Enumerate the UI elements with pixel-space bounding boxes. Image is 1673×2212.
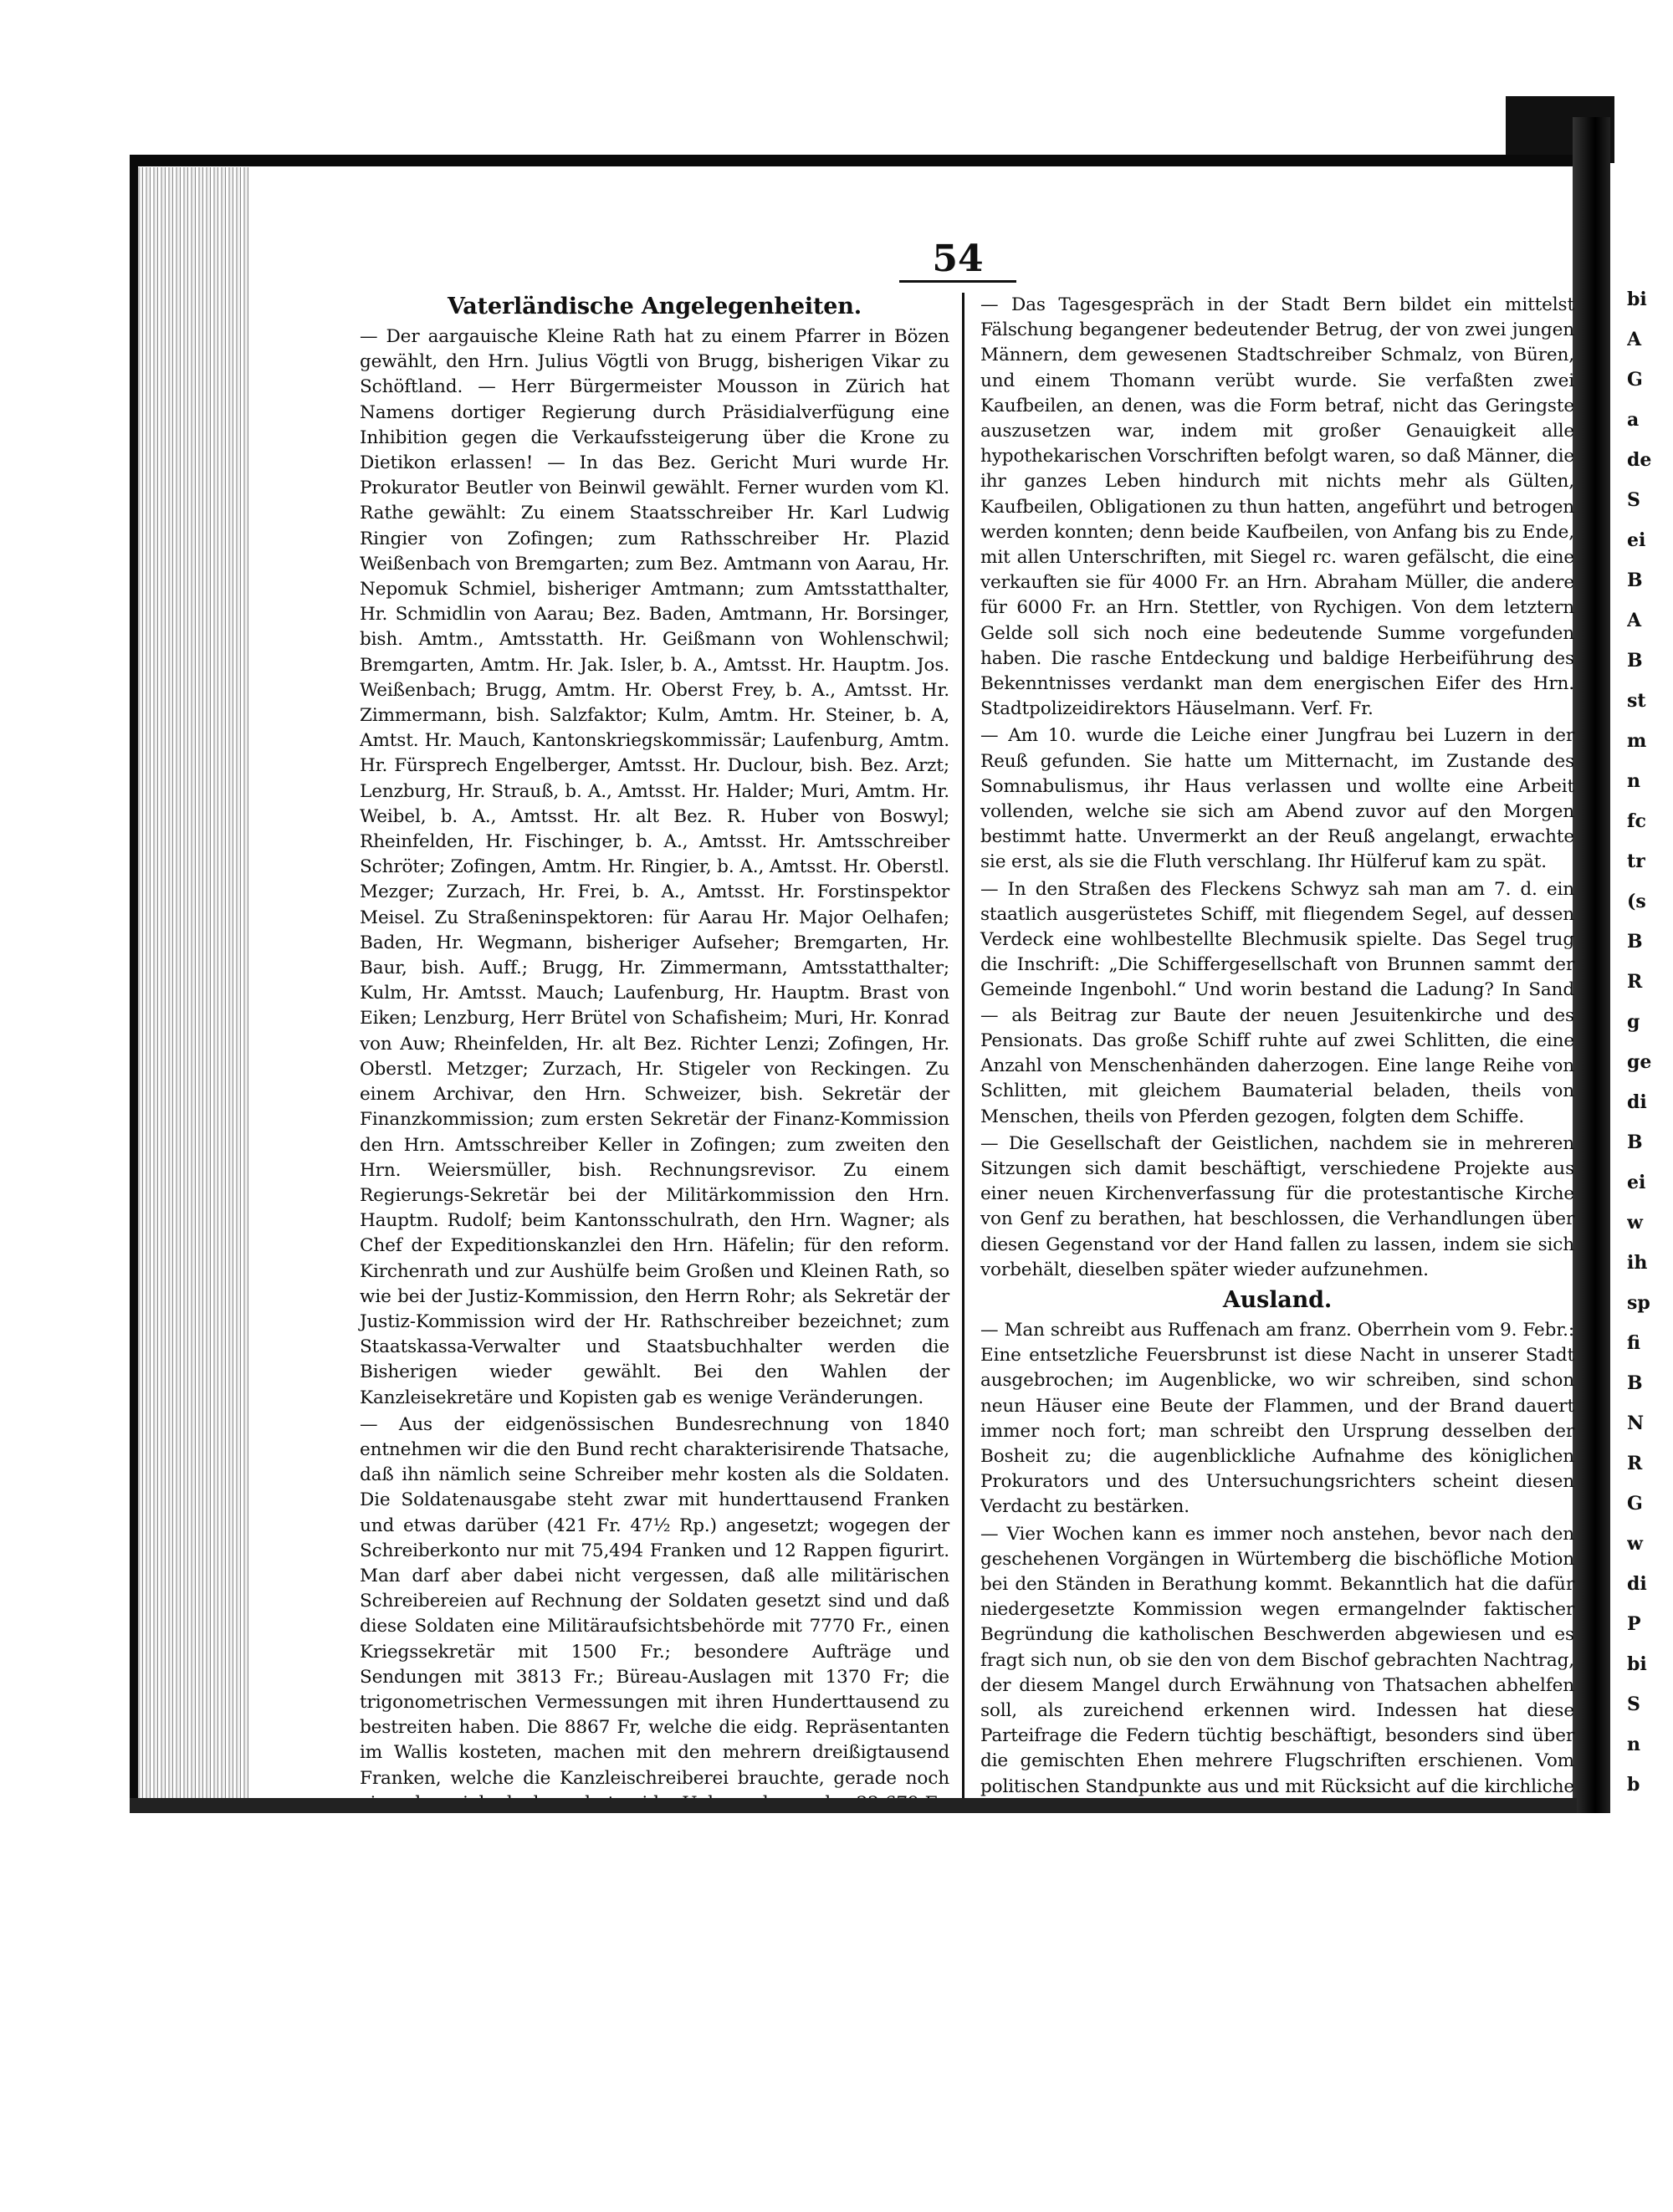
next-page-fragment: A <box>1627 610 1642 631</box>
next-page-fragment: di <box>1627 1573 1647 1595</box>
next-page-fragment: de <box>1627 449 1652 471</box>
article-paragraph: — Das Tagesgespräch in der Stadt Bern bildet ein mittelst Fälschung begangener bedeutender Betrug, der von zwei jungen Männern, dem gewesenen Stadtschreiber Schmalz, von Büren, und einem Thomann verübt wurde. Sie verfaßten zwei Kaufbeilen, an denen, was die Form betraf, nicht das Geringste auszusetzen war, indem mit großer Genauigkeit alle hypothekarischen Vorschriften befolgt waren, so daß Männer, die ihr ganzes Leben hindurch mit nichts mehr als Gülten, Kaufbeilen, Obligationen zu thun hatten, angeführt und betrogen werden konnten; denn beide Kaufbeilen, von Anfang bis zu Ende, mit allen Unterschriften, mit Siegel rc. waren gefälscht, die eine verkauften sie für 4000 Fr. an Hrn. Abraham Müller, die andere für 6000 Fr. an Hrn. Stettler, von Rychigen. Von dem letztern Gelde soll sich noch eine bedeutende Summe vorgefunden haben. Die rasche Entdeckung und baldige Herbeiführung des Bekenntnisses verdankt man dem energischen Eifer des Hrn. Stadtpolizeidirektors Häuselmann. Verf. Fr. <box>980 294 1574 720</box>
next-page-fragment: n <box>1627 770 1640 792</box>
next-page-fragment: di <box>1627 1091 1647 1113</box>
next-page-fragment: bi <box>1627 289 1647 310</box>
column-divider <box>962 293 964 1939</box>
next-page-fragment: B <box>1627 931 1643 953</box>
article-paragraph: — Am 10. wurde die Leiche einer Jungfrau bei Luzern in der Reuß gefunden. Sie hatte um Mitternacht, im Zustande des Somnabulismus, ihr Haus verlassen und wollte eine Arbeit vollenden, welche sie sich am Abend zuvor auf den Morgen bestimmt hatte. Unvermerkt an der Reuß angelangt, erwachte sie erst, als sie die Fluth verschlang. Ihr Hülferuf kam zu spät. <box>980 725 1574 873</box>
next-page-fragment: B <box>1627 1372 1643 1394</box>
next-page-fragment: ei <box>1627 1172 1646 1193</box>
next-page-fragment: B <box>1627 1132 1643 1153</box>
next-page-fragment: ih <box>1627 1252 1648 1274</box>
next-page-fragment: sp <box>1627 1292 1650 1314</box>
next-page-fragment: b <box>1627 1774 1640 1796</box>
book-cover-bottom <box>130 1798 1577 1813</box>
article-paragraph: — Der aargauische Kleine Rath hat zu einem Pfarrer in Bözen gewählt, den Hrn. Julius Vögtli von Brugg, bisherigen Vikar zu Schöftland. — Herr Bürgermeister Mousson in Zürich hat Namens dortiger Regierung durch Präsidialverfügung eine Inhibition gegen die Verkaufssteigerung über die Krone zu Dietikon erlassen! — In das Bez. Gericht Muri wurde Hr. Prokurator Beutler von Beinwil gewählt. Ferner wurden vom Kl. Rathe gewählt: Zu einem Staatsschreiber Hr. Karl Ludwig Ringier von Zofingen; zum Rathsschreiber Hr. Plazid Weißenbach von Bremgarten; zum Bez. Amtmann von Aarau, Hr. Nepomuk Schmiel, bisheriger Amtmann; zum Amtsstatthalter, Hr. Schmidlin von Aarau; Bez. Baden, Amtmann, Hr. Borsinger, bish. Amtm., Amtsstatth. Hr. Geißmann von Wohlenschwil; Bremgarten, Amtm. Hr. Jak. Isler, b. A., Amtsst. Hr. Hauptm. Jos. Weißenbach; Brugg, Amtm. Hr. Oberst Frey, b. A., Amtsst. Hr. Zimmermann, bish. Salzfaktor; Kulm, Amtm. Hr. Steiner, b. A, Amtst. Hr. Mauch, Kantonskriegskommissär; Laufenburg, Amtm. Hr. Fürsprech Engelberger, Amtsst. Hr. Duclour, bish. Bez. Arzt; Lenzburg, Hr. Strauß, b. A., Amtsst. Hr. Halder; Muri, Amtm. Hr. Weibel, b. A., Amtsst. Hr. alt Bez. R. Huber von Boswyl; Rheinfelden, Hr. Fischinger, b. A., Amtsst. Hr. Amtsschreiber Schröter; Zofingen, Amtm. Hr. Ringier, b. A., Amtsst. Hr. Oberstl. Mezger; Zurzach, Hr. Frei, b. A., Amtsst. Hr. Forstinspektor Meisel. Zu Straßeninspektoren: für Aarau Hr. Major Oelhafen; Baden, Hr. Wegmann, bisheriger Aufseher; Bremgarten, Hr. Baur, bish. Auff.; Brugg, Hr. Zimmermann, Amtsstatthalter; Kulm, Hr. Amtsst. Mauch; Laufenburg, Hr. Hauptm. Brast von Eiken; Lenzburg, Herr Brütel von Schafisheim; Muri, Hr. Konrad von Auw; Rheinfelden, Hr. alt Bez. Richter Lenzi; Zofingen, Hr. Oberstl. Metzger; Zurzach, Hr. Stigeler von Reckingen. Zu einem Archivar, den Hrn. Schweizer, bish. Sekretär der Finanzkommission; zum ersten Sekretär der Finanz-Kommission den Hrn. Amtsschreiber Keller in Zofingen; zum zweiten den Hrn. Weiersmüller, bish. Rechnungsrevisor. Zu einem Regierungs-Sekretär bei der Militärkommission den Hrn. Hauptm. Rudolf; beim Kantonsschulrath, den Hrn. Wagner; als Chef der Expeditionskanzlei den Hrn. Häfelin; für den reform. Kirchenrath und zur Aushülfe beim Großen und Kleinen Rath, so wie bei der Justiz-Kommission, den Herrn Rohr; als Sekretär der Justiz-Kommission wird der Hr. Rathschreiber bezeichnet; zum Staatskassa-Verwalter und Staatsbuchhalter werden die Bisherigen wieder gewählt. Bei den Wahlen der Kanzleisekretäre und Kopisten gab es wenige Veränderungen. <box>360 326 949 1408</box>
next-page-fragment: S <box>1627 1693 1640 1715</box>
page-number-rule <box>899 280 1016 283</box>
page-number: 54 <box>932 238 984 280</box>
next-page-fragment: (s <box>1627 891 1646 912</box>
left-column <box>360 293 949 2046</box>
next-page-fragment: a <box>1627 409 1640 431</box>
section-heading-domestic: Vaterländische Angelegenheiten. <box>447 294 862 319</box>
next-page-fragment: G <box>1627 369 1643 391</box>
next-page-fragment: B <box>1627 570 1643 591</box>
next-page-fragment: bi <box>1627 1653 1647 1675</box>
next-page-fragment: R <box>1627 971 1643 993</box>
section-heading-foreign: Ausland. <box>1222 1286 1333 1313</box>
next-page-fragment: A <box>1627 329 1642 350</box>
book-gutter <box>1573 117 1610 1815</box>
next-page-fragment: m <box>1627 730 1647 752</box>
next-page-fragment: st <box>1627 690 1646 712</box>
scan-margin-top <box>0 0 1673 163</box>
next-page-fragment: B <box>1627 650 1643 672</box>
page-edges-left <box>138 167 251 1806</box>
next-page-fragment: w <box>1627 1212 1643 1234</box>
article-paragraph: — Die Gesellschaft der Geistlichen, nachdem sie in mehreren Sitzungen sich damit beschäftigt, verschiedene Projekte aus einer neuen Kirchenverfassung für die protestantische Kirche von Genf zu berathen, hat beschlossen, die Verhandlungen über diesen Gegenstand vor der Hand fallen zu lassen, indem sie sich vorbehält, dieselben später wieder aufzunehmen. <box>980 1132 1574 1280</box>
article-paragraph: — Vier Wochen kann es immer noch anstehen, bevor nach den geschehenen Vorgängen in Würtemberg die bischöfliche Motion bei den Ständen in Berathung kommt. Bekanntlich hat die dafür niedergesetzte Kommission wegen ermangelnder faktischer Begründung die katholischen Beschwerden abgewiesen und es fragt sich nun, ob sie den von dem Bischof gebrachten Nachtrag, der diesem Mangel durch Erwähnung von Thatsachen abhelfen soll, als zureichend erkennen wird. Indessen hat diese Parteifrage die Federn tüchtig beschäftigt, besonders sind über die gemischten Ehen mehrere Flugschriften erschienen. Vom politischen Standpunkte aus und mit Rücksicht auf die kirchliche <box>980 1523 1574 1797</box>
next-page-fragment: n <box>1627 1734 1640 1755</box>
next-page-fragment: ei <box>1627 529 1646 551</box>
next-page-fragment: R <box>1627 1453 1643 1474</box>
article-paragraph: — In den Straßen des Fleckens Schwyz sah man am 7. d. ein staatlich ausgerüstetes Schiff, mit fliegendem Segel, auf dessen Verdeck eine wohlbestellte Blechmusik spielte. Das Segel trug die Inschrift: „Die Schiffergesellschaft von Brunnen sammt der Gemeinde Ingenbohl.“ Und worin bestand die Ladung? In Sand — als Beitrag zur Baute der neuen Jesuitenkirche und des Pensionats. Das große Schiff ruhte auf zwei Schlitten, die eine Anzahl von Menschenhänden daherzogen. Eine lange Reihe von Schlitten, mit gleichem Baumaterial beladen, theils von Menschen, theils von Pferden gezogen, folgten dem Schiffe. <box>980 878 1574 1127</box>
article-paragraph: — Aus der eidgenössischen Bundesrechnung von 1840 entnehmen wir die den Bund recht charakterisirende Thatsache, daß ihn nämlich seine Schreiber mehr kosten als die Soldaten. Die Soldatenausgabe steht zwar mit hunderttausend Franken und etwas darüber (421 Fr. 47½ Rp.) angesetzt; wogegen der Schreiberkonto nur mit 75,494 Franken und 12 Rappen figurirt. Man darf aber dabei nicht vergessen, daß alle militärischen Schreibereien auf Rechnung der Soldaten gesetzt sind und daß diese Soldaten eine Militäraufsichtsbehörde mit 7770 Fr., einen Kriegssekretär mit 1500 Fr.; besondere Aufträge und Sendungen mit 3813 Fr.; Büreau-Auslagen mit 1370 Fr; die trigonometrischen Vermessungen mit ihren Hunderttausend zu bestreiten haben. Die 8867 Fr, welche die eidg. Repräsentanten im Wallis kosteten, machen mit den mehrern dreißigtausend Franken, welche die Kanzleischreiberei brauchte, gerade noch <box>360 1413 949 1789</box>
next-page-fragment: fc <box>1627 810 1646 832</box>
article-paragraph: — Man schreibt aus Ruffenach am franz. Oberrhein vom 9. Febr.: Eine entsetzliche Feuersbrunst ist diese Nacht in unserer Stadt ausgebrochen; im Augenblicke, wo wir schreiben, sind schon neun Häuser eine Beute der Flammen, und der Brand dauert immer noch fort; man schreibt den Ursprung desselben der Bosheit zu; die augenblickliche Aufnahme des königlichen Prokurators und des Untersuchungsrichters scheint diesen Verdacht zu bestärken. <box>980 1319 1574 1518</box>
scan-margin-bottom <box>0 1813 1673 2212</box>
next-page-fragment: g <box>1627 1011 1640 1033</box>
next-page-fragment: ge <box>1627 1051 1652 1073</box>
next-page-fragment: S <box>1627 489 1640 511</box>
next-page-fragment: G <box>1627 1493 1643 1515</box>
next-page-fragment: P <box>1627 1613 1641 1635</box>
next-page-fragment: w <box>1627 1533 1643 1555</box>
next-page-fragment: fi <box>1627 1332 1640 1354</box>
next-page-fragment: tr <box>1627 851 1645 872</box>
next-page-fragment: N <box>1627 1413 1645 1434</box>
